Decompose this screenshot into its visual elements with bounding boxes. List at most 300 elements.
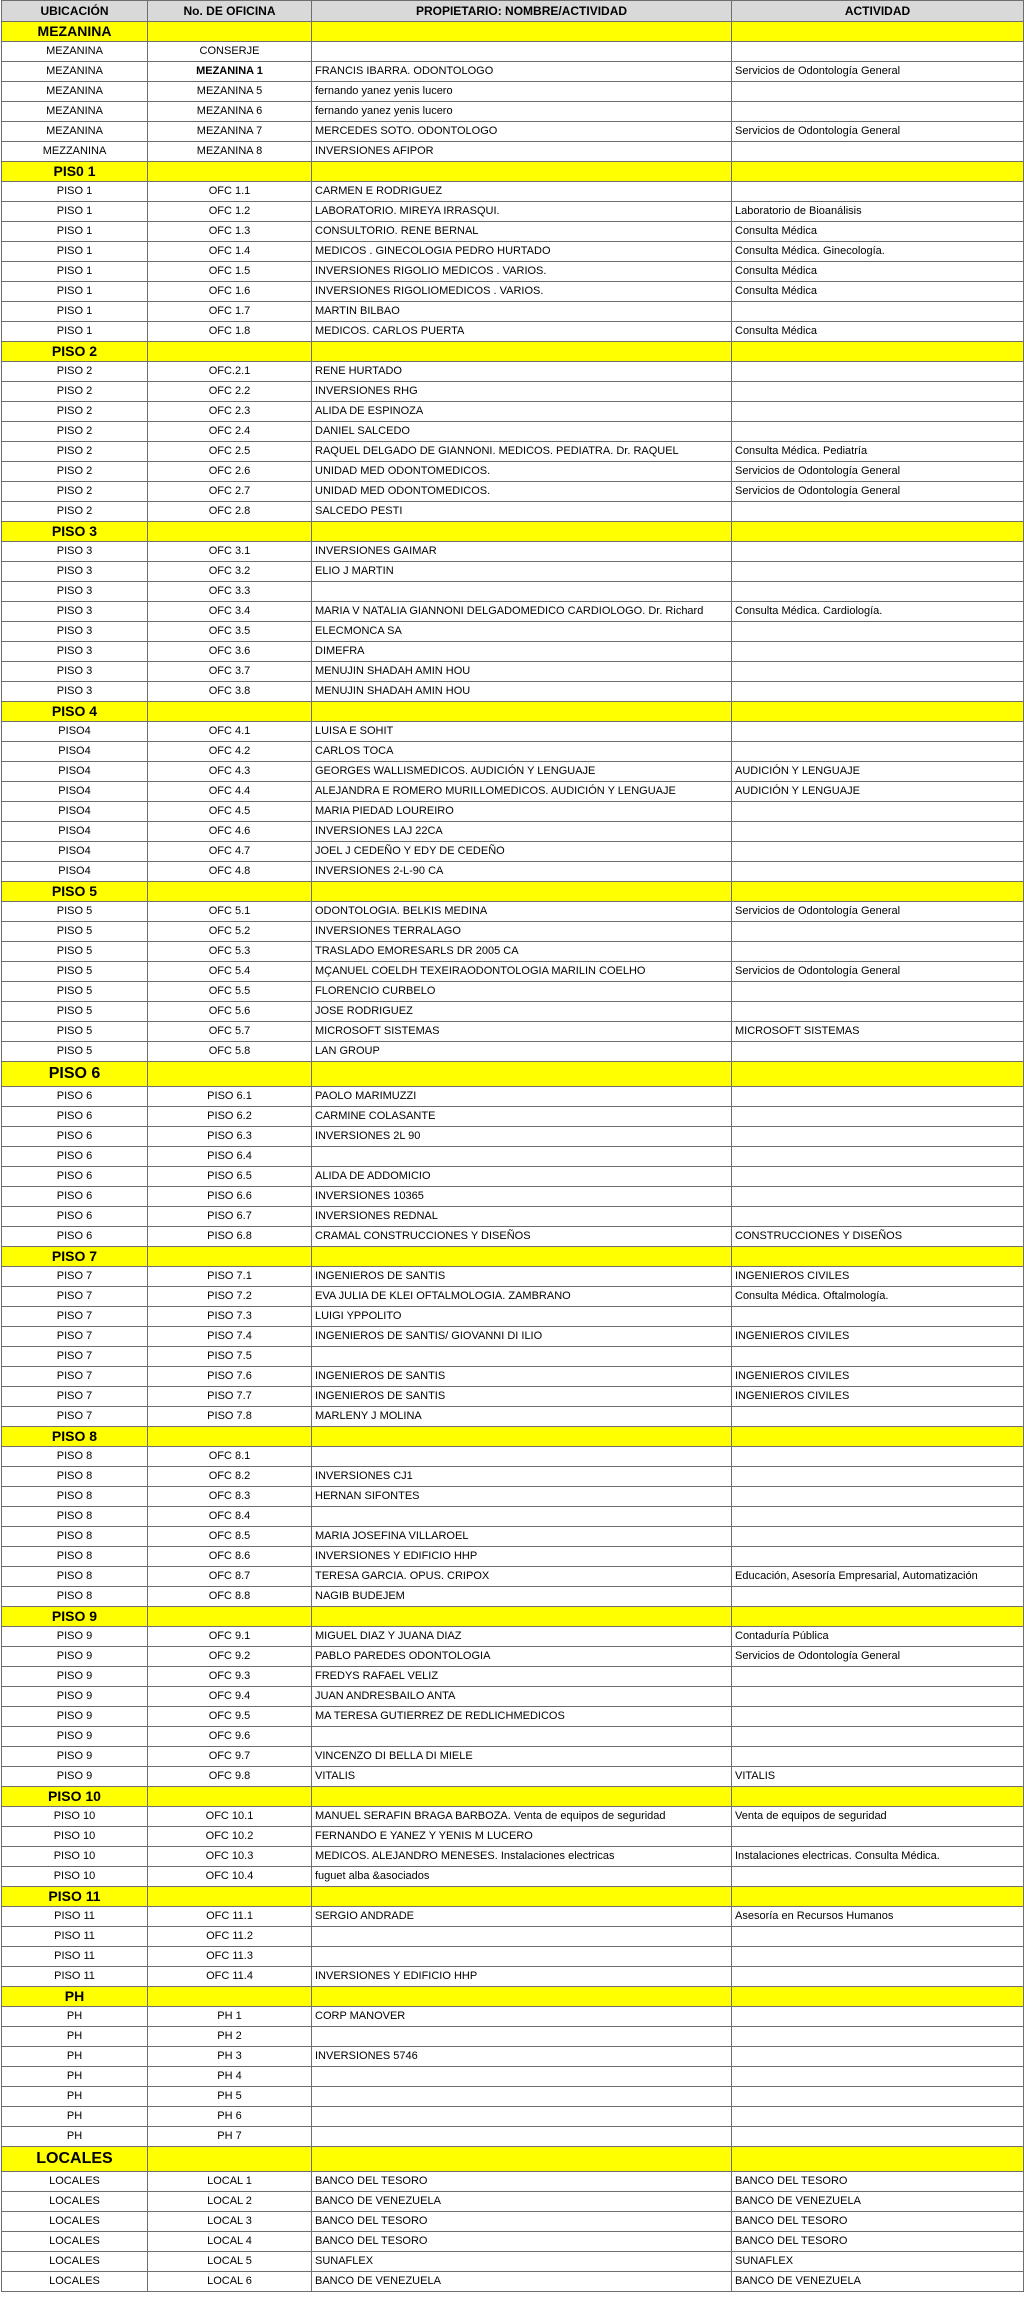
cell-actividad[interactable] — [732, 682, 1024, 702]
cell-ubicacion[interactable]: PISO 1 — [2, 302, 148, 322]
cell-ubicacion[interactable]: PISO 5 — [2, 1002, 148, 1022]
cell-actividad[interactable] — [732, 1207, 1024, 1227]
cell-propietario[interactable]: NAGIB BUDEJEM — [312, 1587, 732, 1607]
cell-ubicacion[interactable]: PISO 8 — [2, 1547, 148, 1567]
cell-oficina[interactable]: OFC 9.2 — [148, 1647, 312, 1667]
cell-oficina[interactable]: OFC 5.7 — [148, 1022, 312, 1042]
cell-actividad[interactable] — [732, 562, 1024, 582]
cell-actividad[interactable] — [732, 1687, 1024, 1707]
cell-oficina[interactable]: OFC 1.7 — [148, 302, 312, 322]
cell-oficina[interactable]: OFC 2.3 — [148, 402, 312, 422]
cell-actividad[interactable]: MICROSOFT SISTEMAS — [732, 1022, 1024, 1042]
cell-actividad[interactable] — [732, 1407, 1024, 1427]
cell-oficina[interactable]: PH 3 — [148, 2047, 312, 2067]
cell-propietario[interactable]: INGENIEROS DE SANTIS/ GIOVANNI DI ILIO — [312, 1327, 732, 1347]
cell-propietario[interactable]: MEDICOS . GINECOLOGIA PEDRO HURTADO — [312, 242, 732, 262]
section-label[interactable]: PIS0 1 — [2, 162, 148, 182]
cell-actividad[interactable] — [732, 1587, 1024, 1607]
cell-propietario[interactable]: EVA JULIA DE KLEI OFTALMOLOGIA. ZAMBRANO — [312, 1287, 732, 1307]
cell-actividad[interactable] — [732, 1467, 1024, 1487]
cell-propietario[interactable]: INVERSIONES 2L 90 — [312, 1127, 732, 1147]
cell-propietario[interactable]: MERCEDES SOTO. ODONTOLOGO — [312, 122, 732, 142]
cell-propietario[interactable]: INVERSIONES RIGOLIO MEDICOS . VARIOS. — [312, 262, 732, 282]
section-empty-cell[interactable] — [732, 1987, 1024, 2007]
cell-actividad[interactable]: Consulta Médica. Ginecología. — [732, 242, 1024, 262]
section-empty-cell[interactable] — [312, 342, 732, 362]
cell-actividad[interactable]: Servicios de Odontología General — [732, 462, 1024, 482]
cell-actividad[interactable]: INGENIEROS CIVILES — [732, 1327, 1024, 1347]
cell-oficina[interactable]: OFC 9.7 — [148, 1747, 312, 1767]
cell-ubicacion[interactable]: PISO 6 — [2, 1167, 148, 1187]
cell-propietario[interactable]: DIMEFRA — [312, 642, 732, 662]
cell-propietario[interactable]: INGENIEROS DE SANTIS — [312, 1367, 732, 1387]
cell-propietario[interactable]: BANCO DE VENEZUELA — [312, 2272, 732, 2292]
cell-ubicacion[interactable]: PISO 2 — [2, 402, 148, 422]
section-empty-cell[interactable] — [312, 22, 732, 42]
cell-ubicacion[interactable]: LOCALES — [2, 2232, 148, 2252]
section-empty-cell[interactable] — [148, 342, 312, 362]
cell-oficina[interactable]: PH 2 — [148, 2027, 312, 2047]
cell-oficina[interactable]: OFC 10.2 — [148, 1827, 312, 1847]
cell-propietario[interactable]: MANUEL SERAFIN BRAGA BARBOZA. Venta de equipos de seguridad — [312, 1807, 732, 1827]
cell-propietario[interactable] — [312, 1947, 732, 1967]
cell-ubicacion[interactable]: PISO 1 — [2, 282, 148, 302]
cell-oficina[interactable]: MEZANINA 8 — [148, 142, 312, 162]
cell-propietario[interactable]: INVERSIONES 5746 — [312, 2047, 732, 2067]
cell-propietario[interactable] — [312, 2067, 732, 2087]
cell-actividad[interactable]: INGENIEROS CIVILES — [732, 1367, 1024, 1387]
cell-oficina[interactable]: PH 5 — [148, 2087, 312, 2107]
header-propietario[interactable]: PROPIETARIO: NOMBRE/ACTIVIDAD — [312, 1, 732, 22]
cell-oficina[interactable]: OFC 9.8 — [148, 1767, 312, 1787]
cell-actividad[interactable] — [732, 82, 1024, 102]
section-label[interactable]: PISO 6 — [2, 1062, 148, 1087]
section-empty-cell[interactable] — [312, 1427, 732, 1447]
section-empty-cell[interactable] — [732, 162, 1024, 182]
section-label[interactable]: LOCALES — [2, 2147, 148, 2172]
cell-oficina[interactable]: OFC 8.8 — [148, 1587, 312, 1607]
cell-actividad[interactable]: Consulta Médica. Pediatría — [732, 442, 1024, 462]
cell-oficina[interactable]: PISO 6.6 — [148, 1187, 312, 1207]
cell-actividad[interactable]: Consulta Médica — [732, 282, 1024, 302]
cell-actividad[interactable] — [732, 2007, 1024, 2027]
cell-propietario[interactable]: UNIDAD MED ODONTOMEDICOS. — [312, 462, 732, 482]
cell-oficina[interactable]: OFC 1.4 — [148, 242, 312, 262]
cell-propietario[interactable] — [312, 42, 732, 62]
cell-actividad[interactable] — [732, 1747, 1024, 1767]
header-ubicacion[interactable]: UBICACIÓN — [2, 1, 148, 22]
section-label[interactable]: PISO 4 — [2, 702, 148, 722]
section-label[interactable]: MEZANINA — [2, 22, 148, 42]
cell-oficina[interactable]: OFC 8.2 — [148, 1467, 312, 1487]
cell-ubicacion[interactable]: PISO 8 — [2, 1567, 148, 1587]
cell-oficina[interactable]: OFC 3.8 — [148, 682, 312, 702]
cell-propietario[interactable] — [312, 1927, 732, 1947]
cell-oficina[interactable]: MEZANINA 1 — [148, 62, 312, 82]
cell-propietario[interactable] — [312, 2087, 732, 2107]
section-empty-cell[interactable] — [312, 1987, 732, 2007]
cell-actividad[interactable] — [732, 1507, 1024, 1527]
cell-actividad[interactable] — [732, 862, 1024, 882]
section-empty-cell[interactable] — [312, 1062, 732, 1087]
cell-propietario[interactable]: INVERSIONES Y EDIFICIO HHP — [312, 1547, 732, 1567]
cell-oficina[interactable]: OFC 5.6 — [148, 1002, 312, 1022]
cell-propietario[interactable]: fernando yanez yenis lucero — [312, 102, 732, 122]
cell-propietario[interactable]: MEDICOS. ALEJANDRO MENESES. Instalaciones electricas — [312, 1847, 732, 1867]
cell-oficina[interactable]: OFC 9.6 — [148, 1727, 312, 1747]
cell-ubicacion[interactable]: PISO 7 — [2, 1307, 148, 1327]
cell-propietario[interactable]: SERGIO ANDRADE — [312, 1907, 732, 1927]
cell-actividad[interactable]: Consulta Médica — [732, 322, 1024, 342]
cell-ubicacion[interactable]: MEZANINA — [2, 102, 148, 122]
cell-propietario[interactable]: INVERSIONES AFIPOR — [312, 142, 732, 162]
section-empty-cell[interactable] — [148, 1247, 312, 1267]
cell-oficina[interactable]: MEZANINA 5 — [148, 82, 312, 102]
section-empty-cell[interactable] — [148, 1427, 312, 1447]
cell-oficina[interactable]: PISO 6.3 — [148, 1127, 312, 1147]
cell-propietario[interactable]: INGENIEROS DE SANTIS — [312, 1267, 732, 1287]
cell-ubicacion[interactable]: PISO 8 — [2, 1587, 148, 1607]
cell-actividad[interactable]: SUNAFLEX — [732, 2252, 1024, 2272]
section-empty-cell[interactable] — [148, 522, 312, 542]
cell-actividad[interactable] — [732, 1002, 1024, 1022]
cell-ubicacion[interactable]: PISO 7 — [2, 1387, 148, 1407]
cell-actividad[interactable] — [732, 802, 1024, 822]
cell-ubicacion[interactable]: PISO 3 — [2, 662, 148, 682]
cell-actividad[interactable] — [732, 922, 1024, 942]
cell-ubicacion[interactable]: PISO 9 — [2, 1727, 148, 1747]
cell-actividad[interactable] — [732, 2127, 1024, 2147]
cell-propietario[interactable]: ODONTOLOGIA. BELKIS MEDINA — [312, 902, 732, 922]
cell-propietario[interactable]: fernando yanez yenis lucero — [312, 82, 732, 102]
cell-ubicacion[interactable]: PISO4 — [2, 762, 148, 782]
cell-oficina[interactable]: PISO 7.4 — [148, 1327, 312, 1347]
cell-oficina[interactable]: OFC 3.5 — [148, 622, 312, 642]
cell-actividad[interactable] — [732, 1727, 1024, 1747]
cell-propietario[interactable]: CARMEN E RODRIGUEZ — [312, 182, 732, 202]
cell-actividad[interactable]: BANCO DEL TESORO — [732, 2172, 1024, 2192]
section-empty-cell[interactable] — [148, 882, 312, 902]
cell-actividad[interactable] — [732, 1547, 1024, 1567]
cell-oficina[interactable]: PISO 6.5 — [148, 1167, 312, 1187]
cell-propietario[interactable]: RAQUEL DELGADO DE GIANNONI. MEDICOS. PEDIATRA. Dr. RAQUEL — [312, 442, 732, 462]
cell-oficina[interactable]: OFC 8.1 — [148, 1447, 312, 1467]
section-empty-cell[interactable] — [312, 882, 732, 902]
section-empty-cell[interactable] — [148, 702, 312, 722]
section-empty-cell[interactable] — [732, 1787, 1024, 1807]
cell-ubicacion[interactable]: PISO 9 — [2, 1687, 148, 1707]
cell-oficina[interactable]: LOCAL 1 — [148, 2172, 312, 2192]
cell-ubicacion[interactable]: PISO 6 — [2, 1127, 148, 1147]
cell-ubicacion[interactable]: PISO 2 — [2, 422, 148, 442]
cell-ubicacion[interactable]: PISO 5 — [2, 1042, 148, 1062]
cell-ubicacion[interactable]: PISO 3 — [2, 642, 148, 662]
cell-ubicacion[interactable]: PISO 6 — [2, 1187, 148, 1207]
section-empty-cell[interactable] — [312, 1787, 732, 1807]
cell-oficina[interactable]: OFC 2.6 — [148, 462, 312, 482]
cell-actividad[interactable] — [732, 582, 1024, 602]
cell-oficina[interactable]: OFC 3.7 — [148, 662, 312, 682]
cell-ubicacion[interactable]: PISO 11 — [2, 1907, 148, 1927]
cell-ubicacion[interactable]: PISO 11 — [2, 1967, 148, 1987]
cell-oficina[interactable]: OFC 2.8 — [148, 502, 312, 522]
cell-actividad[interactable] — [732, 1967, 1024, 1987]
section-empty-cell[interactable] — [312, 1247, 732, 1267]
section-empty-cell[interactable] — [312, 1607, 732, 1627]
cell-oficina[interactable]: OFC 2.2 — [148, 382, 312, 402]
cell-oficina[interactable]: PISO 6.4 — [148, 1147, 312, 1167]
cell-ubicacion[interactable]: PISO 7 — [2, 1327, 148, 1347]
cell-ubicacion[interactable]: MEZZANINA — [2, 142, 148, 162]
cell-propietario[interactable]: ELECMONCA SA — [312, 622, 732, 642]
cell-actividad[interactable] — [732, 1527, 1024, 1547]
cell-ubicacion[interactable]: PISO 8 — [2, 1507, 148, 1527]
cell-propietario[interactable]: MARIA PIEDAD LOUREIRO — [312, 802, 732, 822]
cell-propietario[interactable]: MARIA V NATALIA GIANNONI DELGADOMEDICO CARDIOLOGO. Dr. Richard — [312, 602, 732, 622]
cell-propietario[interactable]: FERNANDO E YANEZ Y YENIS M LUCERO — [312, 1827, 732, 1847]
cell-ubicacion[interactable]: PISO 7 — [2, 1367, 148, 1387]
cell-oficina[interactable]: OFC 2.7 — [148, 482, 312, 502]
cell-propietario[interactable]: GEORGES WALLISMEDICOS. AUDICIÓN Y LENGUAJE — [312, 762, 732, 782]
cell-oficina[interactable]: OFC 11.1 — [148, 1907, 312, 1927]
cell-propietario[interactable] — [312, 1147, 732, 1167]
cell-oficina[interactable]: OFC 8.3 — [148, 1487, 312, 1507]
cell-ubicacion[interactable]: PISO 5 — [2, 982, 148, 1002]
cell-oficina[interactable]: OFC 3.4 — [148, 602, 312, 622]
cell-actividad[interactable] — [732, 1707, 1024, 1727]
cell-ubicacion[interactable]: PISO 7 — [2, 1347, 148, 1367]
cell-oficina[interactable]: OFC 1.2 — [148, 202, 312, 222]
section-empty-cell[interactable] — [732, 22, 1024, 42]
cell-ubicacion[interactable]: PISO 2 — [2, 462, 148, 482]
cell-actividad[interactable]: BANCO DE VENEZUELA — [732, 2272, 1024, 2292]
cell-actividad[interactable]: Servicios de Odontología General — [732, 902, 1024, 922]
cell-actividad[interactable] — [732, 542, 1024, 562]
cell-propietario[interactable]: BANCO DE VENEZUELA — [312, 2192, 732, 2212]
cell-ubicacion[interactable]: PISO4 — [2, 822, 148, 842]
cell-actividad[interactable]: Servicios de Odontología General — [732, 962, 1024, 982]
cell-oficina[interactable]: OFC 11.3 — [148, 1947, 312, 1967]
cell-propietario[interactable]: INVERSIONES RIGOLIOMEDICOS . VARIOS. — [312, 282, 732, 302]
cell-actividad[interactable]: INGENIEROS CIVILES — [732, 1267, 1024, 1287]
cell-actividad[interactable] — [732, 42, 1024, 62]
cell-ubicacion[interactable]: PISO 3 — [2, 682, 148, 702]
cell-ubicacion[interactable]: PISO 11 — [2, 1927, 148, 1947]
cell-ubicacion[interactable]: PISO 9 — [2, 1707, 148, 1727]
cell-ubicacion[interactable]: PISO 5 — [2, 922, 148, 942]
cell-oficina[interactable]: OFC.2.1 — [148, 362, 312, 382]
cell-actividad[interactable] — [732, 1167, 1024, 1187]
cell-propietario[interactable]: MIGUEL DIAZ Y JUANA DIAZ — [312, 1627, 732, 1647]
cell-actividad[interactable]: Educación, Asesoría Empresarial, Automatización — [732, 1567, 1024, 1587]
section-empty-cell[interactable] — [312, 702, 732, 722]
cell-propietario[interactable]: DANIEL SALCEDO — [312, 422, 732, 442]
cell-oficina[interactable]: PISO 7.8 — [148, 1407, 312, 1427]
cell-ubicacion[interactable]: PISO 9 — [2, 1627, 148, 1647]
cell-oficina[interactable]: PISO 7.1 — [148, 1267, 312, 1287]
cell-actividad[interactable]: BANCO DEL TESORO — [732, 2232, 1024, 2252]
cell-oficina[interactable]: OFC 1.5 — [148, 262, 312, 282]
cell-actividad[interactable] — [732, 1947, 1024, 1967]
cell-ubicacion[interactable]: PISO 2 — [2, 362, 148, 382]
cell-oficina[interactable]: OFC 8.4 — [148, 1507, 312, 1527]
cell-ubicacion[interactable]: MEZANINA — [2, 122, 148, 142]
cell-oficina[interactable]: MEZANINA 6 — [148, 102, 312, 122]
cell-propietario[interactable]: JOEL J CEDEÑO Y EDY DE CEDEÑO — [312, 842, 732, 862]
cell-oficina[interactable]: OFC 4.5 — [148, 802, 312, 822]
cell-oficina[interactable]: OFC 8.6 — [148, 1547, 312, 1567]
cell-actividad[interactable]: Venta de equipos de seguridad — [732, 1807, 1024, 1827]
cell-ubicacion[interactable]: PISO 8 — [2, 1527, 148, 1547]
cell-propietario[interactable]: UNIDAD MED ODONTOMEDICOS. — [312, 482, 732, 502]
cell-ubicacion[interactable]: LOCALES — [2, 2192, 148, 2212]
cell-actividad[interactable]: Instalaciones electricas. Consulta Médica. — [732, 1847, 1024, 1867]
cell-oficina[interactable]: OFC 9.1 — [148, 1627, 312, 1647]
cell-propietario[interactable] — [312, 2127, 732, 2147]
cell-propietario[interactable]: MARLENY J MOLINA — [312, 1407, 732, 1427]
cell-actividad[interactable] — [732, 642, 1024, 662]
section-empty-cell[interactable] — [148, 2147, 312, 2172]
cell-oficina[interactable]: OFC 10.1 — [148, 1807, 312, 1827]
cell-oficina[interactable]: OFC 9.5 — [148, 1707, 312, 1727]
cell-oficina[interactable]: PISO 7.3 — [148, 1307, 312, 1327]
cell-ubicacion[interactable]: PISO 1 — [2, 222, 148, 242]
cell-ubicacion[interactable]: PISO4 — [2, 842, 148, 862]
cell-oficina[interactable]: PISO 6.7 — [148, 1207, 312, 1227]
cell-ubicacion[interactable]: PISO 1 — [2, 182, 148, 202]
cell-oficina[interactable]: OFC 3.2 — [148, 562, 312, 582]
cell-ubicacion[interactable]: PISO 6 — [2, 1207, 148, 1227]
section-label[interactable]: PISO 3 — [2, 522, 148, 542]
cell-propietario[interactable]: JUAN ANDRESBAILO ANTA — [312, 1687, 732, 1707]
section-empty-cell[interactable] — [732, 882, 1024, 902]
cell-actividad[interactable]: Servicios de Odontología General — [732, 1647, 1024, 1667]
cell-actividad[interactable]: AUDICIÓN Y LENGUAJE — [732, 782, 1024, 802]
cell-ubicacion[interactable]: PISO 3 — [2, 622, 148, 642]
cell-propietario[interactable]: INVERSIONES CJ1 — [312, 1467, 732, 1487]
section-label[interactable]: PH — [2, 1987, 148, 2007]
cell-propietario[interactable]: BANCO DEL TESORO — [312, 2172, 732, 2192]
cell-actividad[interactable] — [732, 622, 1024, 642]
cell-actividad[interactable] — [732, 1827, 1024, 1847]
cell-ubicacion[interactable]: PISO 3 — [2, 562, 148, 582]
cell-propietario[interactable]: LAN GROUP — [312, 1042, 732, 1062]
cell-ubicacion[interactable]: PISO4 — [2, 742, 148, 762]
cell-oficina[interactable]: PISO 7.2 — [148, 1287, 312, 1307]
section-empty-cell[interactable] — [312, 522, 732, 542]
cell-propietario[interactable]: MICROSOFT SISTEMAS — [312, 1022, 732, 1042]
cell-ubicacion[interactable]: PISO 7 — [2, 1287, 148, 1307]
cell-ubicacion[interactable]: PH — [2, 2007, 148, 2027]
section-label[interactable]: PISO 7 — [2, 1247, 148, 1267]
cell-ubicacion[interactable]: LOCALES — [2, 2252, 148, 2272]
cell-propietario[interactable]: JOSE RODRIGUEZ — [312, 1002, 732, 1022]
cell-propietario[interactable]: INGENIEROS DE SANTIS — [312, 1387, 732, 1407]
cell-ubicacion[interactable]: LOCALES — [2, 2212, 148, 2232]
section-empty-cell[interactable] — [312, 162, 732, 182]
cell-oficina[interactable]: PH 7 — [148, 2127, 312, 2147]
cell-oficina[interactable]: PISO 6.8 — [148, 1227, 312, 1247]
cell-ubicacion[interactable]: PISO 10 — [2, 1867, 148, 1887]
cell-propietario[interactable]: INVERSIONES 10365 — [312, 1187, 732, 1207]
cell-oficina[interactable]: OFC 11.4 — [148, 1967, 312, 1987]
cell-propietario[interactable]: ELIO J MARTIN — [312, 562, 732, 582]
section-empty-cell[interactable] — [148, 1987, 312, 2007]
cell-propietario[interactable]: LABORATORIO. MIREYA IRRASQUI. — [312, 202, 732, 222]
section-empty-cell[interactable] — [732, 702, 1024, 722]
cell-ubicacion[interactable]: PISO 10 — [2, 1827, 148, 1847]
cell-oficina[interactable]: MEZANINA 7 — [148, 122, 312, 142]
cell-ubicacion[interactable]: PISO 3 — [2, 542, 148, 562]
cell-ubicacion[interactable]: PISO 10 — [2, 1807, 148, 1827]
section-empty-cell[interactable] — [732, 522, 1024, 542]
cell-ubicacion[interactable]: PISO 8 — [2, 1467, 148, 1487]
cell-ubicacion[interactable]: PISO 9 — [2, 1767, 148, 1787]
cell-ubicacion[interactable]: PISO4 — [2, 722, 148, 742]
cell-actividad[interactable] — [732, 1107, 1024, 1127]
cell-propietario[interactable]: CORP MANOVER — [312, 2007, 732, 2027]
cell-actividad[interactable] — [732, 102, 1024, 122]
cell-ubicacion[interactable]: PISO 1 — [2, 242, 148, 262]
cell-propietario[interactable] — [312, 2107, 732, 2127]
cell-oficina[interactable]: PISO 7.6 — [148, 1367, 312, 1387]
section-label[interactable]: PISO 10 — [2, 1787, 148, 1807]
cell-ubicacion[interactable]: PH — [2, 2127, 148, 2147]
cell-actividad[interactable] — [732, 302, 1024, 322]
cell-propietario[interactable] — [312, 1347, 732, 1367]
cell-ubicacion[interactable]: PISO 8 — [2, 1447, 148, 1467]
section-empty-cell[interactable] — [732, 1887, 1024, 1907]
cell-actividad[interactable]: Laboratorio de Bioanálisis — [732, 202, 1024, 222]
section-empty-cell[interactable] — [312, 1887, 732, 1907]
cell-ubicacion[interactable]: PISO 11 — [2, 1947, 148, 1967]
cell-propietario[interactable]: PAOLO MARIMUZZI — [312, 1087, 732, 1107]
cell-ubicacion[interactable]: PISO 6 — [2, 1087, 148, 1107]
section-label[interactable]: PISO 8 — [2, 1427, 148, 1447]
cell-propietario[interactable]: SALCEDO PESTI — [312, 502, 732, 522]
cell-actividad[interactable]: Consulta Médica — [732, 262, 1024, 282]
cell-propietario[interactable]: LUIGI YPPOLITO — [312, 1307, 732, 1327]
section-empty-cell[interactable] — [148, 22, 312, 42]
cell-oficina[interactable]: OFC 1.1 — [148, 182, 312, 202]
cell-propietario[interactable]: MENUJIN SHADAH AMIN HOU — [312, 662, 732, 682]
cell-propietario[interactable]: INVERSIONES LAJ 22CA — [312, 822, 732, 842]
cell-ubicacion[interactable]: PISO 2 — [2, 442, 148, 462]
cell-oficina[interactable]: LOCAL 2 — [148, 2192, 312, 2212]
cell-ubicacion[interactable]: PISO 8 — [2, 1487, 148, 1507]
cell-actividad[interactable] — [732, 2107, 1024, 2127]
cell-oficina[interactable]: PH 1 — [148, 2007, 312, 2027]
cell-ubicacion[interactable]: PISO 2 — [2, 382, 148, 402]
section-label[interactable]: PISO 11 — [2, 1887, 148, 1907]
cell-propietario[interactable]: BANCO DEL TESORO — [312, 2232, 732, 2252]
cell-actividad[interactable] — [732, 1447, 1024, 1467]
cell-actividad[interactable]: BANCO DE VENEZUELA — [732, 2192, 1024, 2212]
section-empty-cell[interactable] — [148, 1887, 312, 1907]
cell-ubicacion[interactable]: PISO 3 — [2, 582, 148, 602]
cell-oficina[interactable]: OFC 5.4 — [148, 962, 312, 982]
cell-actividad[interactable] — [732, 1867, 1024, 1887]
cell-actividad[interactable] — [732, 402, 1024, 422]
cell-ubicacion[interactable]: PH — [2, 2087, 148, 2107]
cell-propietario[interactable]: FLORENCIO CURBELO — [312, 982, 732, 1002]
cell-ubicacion[interactable]: PISO 10 — [2, 1847, 148, 1867]
cell-ubicacion[interactable]: PISO 6 — [2, 1147, 148, 1167]
cell-propietario[interactable]: FRANCIS IBARRA. ODONTOLOGO — [312, 62, 732, 82]
cell-ubicacion[interactable]: PH — [2, 2027, 148, 2047]
cell-propietario[interactable]: INVERSIONES RHG — [312, 382, 732, 402]
cell-actividad[interactable] — [732, 1147, 1024, 1167]
